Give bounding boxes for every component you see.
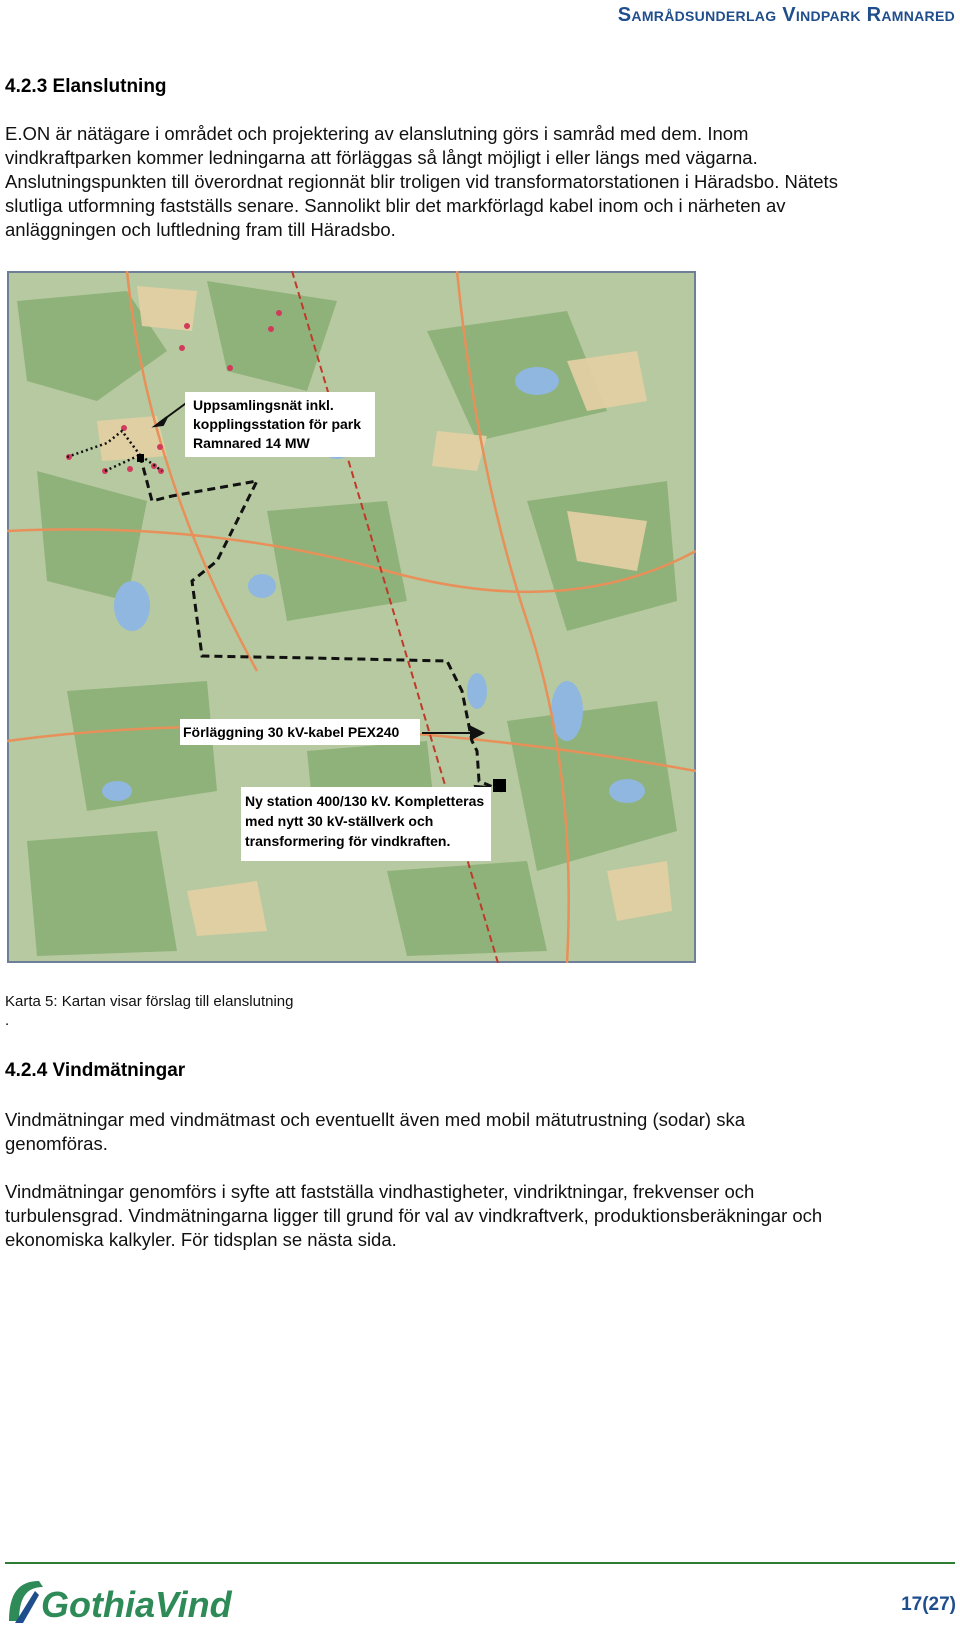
section-heading-vindmatningar: 4.2.4 Vindmätningar — [5, 1060, 186, 1081]
document-header-title: Samrådsunderlag Vindpark Ramnared — [617, 4, 955, 26]
text-line: vindkraftparken kommer ledningarna att förläggas så långt möjligt i eller längs med vägarna. — [5, 147, 758, 168]
label-station-line-1: Ny station 400/130 kV. Kompletteras — [245, 793, 485, 809]
turbine-logo-icon — [9, 1581, 43, 1623]
label-station-line-2: med nytt 30 kV-ställverk och — [245, 813, 434, 829]
switching-station-symbol — [137, 454, 144, 462]
label-park-line-3: Ramnared 14 MW — [193, 435, 310, 451]
paragraph-vindmatningar-1 — [5, 1108, 950, 1156]
text-line: slutliga utformning fastställs senare. Sannolikt blir det markförlagd kabel inom och i närheten av — [5, 195, 786, 216]
map-caption: Karta 5: Kartan visar förslag till elanslutning — [5, 993, 294, 1010]
paragraph-vindmatningar-2 — [5, 1180, 950, 1252]
logo-text: GothiaVind — [41, 1584, 232, 1625]
text-line: anläggningen och luftledning fram till Häradsbo. — [5, 219, 396, 240]
text-line: Vindmätningar med vindmätmast och eventuellt även med mobil mätutrustning (sodar) ska — [5, 1109, 746, 1130]
text-line: turbulensgrad. Vindmätningarna ligger till grund för val av vindkraftverk, produktionsberäkningar och — [5, 1205, 823, 1226]
gothiavind-logo — [5, 1573, 265, 1629]
text-line: Anslutningspunkten till överordnat regionnät blir troligen vid transformatorstationen i Häradsbo. Nätets — [5, 171, 838, 192]
footer-divider — [5, 1562, 955, 1564]
text-line: ekonomiska kalkyler. För tidsplan se nästa sida. — [5, 1229, 397, 1250]
paragraph-elanslutning — [5, 122, 950, 242]
text-line: Vindmätningar genomförs i syfte att fastställa vindhastigheter, vindriktningar, frekvenser och — [5, 1181, 755, 1202]
grid-connection-map — [7, 271, 696, 963]
page-number: 17(27) — [901, 1594, 956, 1615]
section-heading-elanslutning: 4.2.3 Elanslutning — [5, 76, 167, 97]
caption-dot: . — [5, 1012, 10, 1029]
label-cable: Förläggning 30 kV-kabel PEX240 — [183, 724, 400, 740]
substation-symbol — [493, 779, 506, 792]
text-line: genomföras. — [5, 1133, 108, 1154]
text-line: E.ON är nätägare i området och projektering av elanslutning görs i samråd med dem. Inom — [5, 123, 749, 144]
label-park-line-1: Uppsamlingsnät inkl. — [193, 397, 334, 413]
label-park-line-2: kopplingsstation för park — [193, 416, 362, 432]
label-station-line-3: transformering för vindkraften. — [245, 833, 451, 849]
